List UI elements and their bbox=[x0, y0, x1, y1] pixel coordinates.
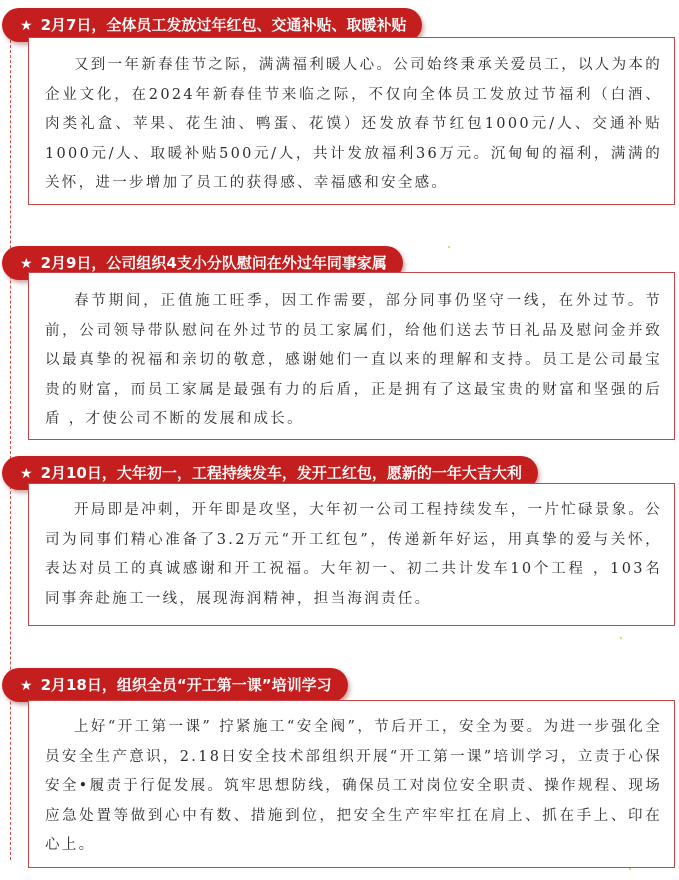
section-1-body: 又到一年新春佳节之际，满满福利暖人心。公司始终秉承关爱员工，以人为本的企业文化，在2024年新春佳节来临之际，不仅向全体员工发放过节福利（白酒、肉类礼盒、苹果、花生油、鸭蛋、花馍）还发放春节红包1000元/人、交通补贴1000元/人、取暖补贴500元/人，共计发放福利36万元。沉甸甸的福利，满满的关怀，进一步增加了员工的获得感、幸福感和安全感。 bbox=[45, 57, 662, 191]
section-3-body: 开局即是冲刺，开年即是攻坚，大年初一公司工程持续发车，一片忙碌景象。公司为同事们精心准备了3.2万元“开工红包”，传递新年好运，用真挚的爱与关怀，表达对员工的真诚感谢和开工祝福。大年初一、初二共计发车10个工程 ，103名同事奔赴施工一线，展现海润精神，担当海润责任。 bbox=[45, 502, 662, 607]
section-2-body: 春节期间，正值施工旺季，因工作需要，部分同事仍坚守一线，在外过节。节前，公司领导带队慰问在外过节的员工家属们，给他们送去节日礼品及慰问金并致以最真挚的祝福和亲切的敬意，感谢她们一直以来的理解和支持。员工是公司最宝贵的财富，而员工家属是最强有力的后盾，正是拥有了这最宝贵的财富和坚强的后盾 ，才使公司不断的发展和成长。 bbox=[45, 293, 662, 427]
section-1-content-box bbox=[28, 37, 675, 205]
left-dashed-divider bbox=[10, 40, 11, 860]
sparkle-decoration bbox=[629, 868, 631, 870]
section-3-title: 2月10日，大年初一，工程持续发车，发开工红包，愿新的一年大吉大利 bbox=[40, 464, 522, 482]
star-icon: ★ bbox=[20, 466, 33, 482]
section-4-content-box bbox=[28, 700, 675, 868]
sparkle-decoration bbox=[620, 637, 622, 639]
section-2-content-box bbox=[28, 272, 675, 440]
star-icon: ★ bbox=[20, 256, 33, 272]
section-4-title: 2月18日，组织全员“开工第一课”培训学习 bbox=[40, 676, 332, 694]
section-2-title: 2月9日，公司组织4支小分队慰问在外过年同事家属 bbox=[40, 254, 387, 272]
star-icon: ★ bbox=[20, 18, 33, 34]
sparkle-decoration bbox=[448, 246, 450, 248]
section-3-content-box bbox=[28, 483, 675, 626]
section-1-title: 2月7日，全体员工发放过年红包、交通补贴、取暖补贴 bbox=[40, 16, 407, 34]
section-4-heading-banner bbox=[2, 668, 348, 702]
star-icon: ★ bbox=[20, 678, 33, 694]
section-4-body: 上好“开工第一课” 拧紧施工“安全阀”，节后开工，安全为要。为进一步强化全员安全生产意识，2.18日安全技术部组织开展“开工第一课”培训学习，立责于心保安全•履责于行促发展。筑牢思想防线，确保员工对岗位安全职责、操作规程、现场应急处置等做到心中有数、措施到位，把安全生产牢牢扛在肩上、抓在手上、印在心上。 bbox=[45, 719, 662, 853]
